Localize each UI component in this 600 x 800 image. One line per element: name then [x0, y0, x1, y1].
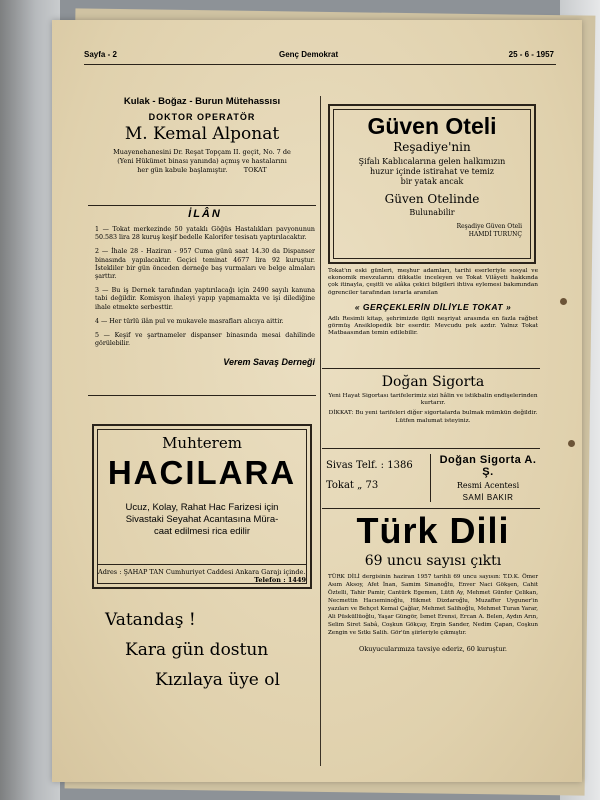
hajj-address: Adres : ŞAHAP TAN Cumhuriyet Caddesi Ankara Garajı içinde. Telefon : 1449 [98, 564, 306, 584]
phone-sivas: Sivas Telf. : 1386 [326, 460, 413, 471]
hotel-title: Güven Oteli [367, 113, 497, 139]
turk-dili-advert [328, 510, 538, 653]
hajj-description: Ucuz, Kolay, Rahat Hac Farizesi için Sivastaki Seyahat Acantasına Müra- caat edilmesi rica edilir [125, 502, 279, 537]
divider [322, 368, 540, 369]
advert-inner-frame [333, 109, 531, 259]
hotel-subtitle: Reşadiye'nin [393, 140, 471, 154]
tokat-book-advert [328, 268, 538, 337]
insurance-agency: Doğan Sigorta A. Ş. Resmi Acentesi SAMİ BAKIR [439, 454, 537, 502]
magazine-price: Okuyucularımıza tavsiye ederiz, 60 kuruştur. [359, 645, 507, 653]
table-background-left [0, 0, 60, 800]
column-rule [320, 96, 321, 766]
book-intro: Tokat'ın eski günleri, meşhur adamları, tarihi eserleriyle sosyal ve ekonomik mevzularını dikkatle inceleyen ve Tokat Vilâyeti hakkında çok itinayla, çeşitli ve alâka çekici bilgileri ihtiva eylemesi bakımından ögrenciler tarafından israrla aranılan [328, 268, 538, 296]
tender-notice [95, 208, 315, 367]
divider [322, 508, 540, 509]
phone-tokat: Tokat „ 73 [326, 480, 379, 491]
divider [88, 395, 316, 396]
hajj-advert [92, 424, 312, 589]
hajj-headline: HACILARA [107, 454, 297, 491]
notice-paragraph: 5 — Keşif ve şartnameler dispanser binasında mesai dahilinde görülebilir. [95, 332, 315, 348]
insurance-contact [324, 452, 540, 504]
magazine-subtitle: 69 uncu sayısı çıktı [364, 553, 502, 569]
binder-hole [560, 298, 567, 305]
slogan-line: Kara gün dostun [125, 640, 269, 660]
notice-signature: Verem Savaş Derneği [223, 357, 315, 368]
divider [430, 454, 431, 502]
notice-paragraph: 3 — Bu iş Dernek tarafından yaptırılacağı için 2490 sayılı kanuna tabi değildir. Komisyon ihaleyi yapıp yapmamakta ve işi dilediğine ihale etmekte serbesttir. [95, 287, 315, 311]
hajj-phone: Telefon : 1449 [254, 576, 306, 584]
issue-date: 25 - 6 - 1957 [508, 50, 554, 59]
newspaper-title: Genç Demokrat [279, 50, 339, 59]
book-title: « GERÇEKLERİN DİLİYLE TOKAT » [354, 301, 512, 312]
notice-paragraph: 1 — Tokat merkezinde 50 yataklı Göğüs Hastalıkları pavyonunun 50.583 lira 28 kuruş keşif bedelle Kalorifer tesisatı yaptırılacaktır. [95, 226, 315, 242]
page-number: Sayfa - 2 [84, 50, 117, 59]
hotel-availability: Bulunabilir [409, 208, 455, 217]
notice-title: İLÂN [188, 208, 222, 220]
insurance-phones [326, 456, 430, 496]
header-rule [84, 64, 556, 65]
insurance-advert [328, 374, 538, 425]
binder-hole [568, 440, 575, 447]
slogan-line: Kızılaya üye ol [155, 670, 280, 690]
doctor-address: Muayenehanesini Dr. Reşat Topçam II. geçit, No. 7 de (Yeni Hükümet binası yanında) açmış ve hastalarını her gün kabule başlamıştır. TOKAT [113, 148, 291, 174]
hotel-signature: Reşadiye Güven Oteli HAMDİ TURUNÇ [456, 223, 522, 238]
insurance-text: Yeni Hayat Sigortası tarifelerimiz sizi hâlin ve istikbalin endişelerinden kurtarır. [328, 393, 538, 407]
book-details: Adlı Resimli kitap, şehrimizde ilgili neşriyat arasında en fazla rağbet görmüş Ansiklopedik bir eserdir. Mevcudu pek azdır. Yalnız Tokat Matbaasından temin edilebilir. [328, 315, 538, 337]
divider [88, 205, 316, 206]
slogan-line: Vatandaş ! [105, 610, 196, 630]
insurance-title: Doğan Sigorta [381, 374, 485, 390]
magazine-title: Türk Dili [356, 510, 510, 551]
notice-paragraph: 4 — Her türlü ilân pul ve mukavele masrafları alıcıya aittir. [95, 317, 284, 325]
hotel-name: Güven Otelinde [384, 192, 480, 206]
notice-paragraph: 2 — İhale 28 - Haziran - 957 Cuma günü saat 14.30 da Dispanser binasında yapılacaktır. Geçici teminat 4677 lira 92 kuruştur. İstekliler bir gün önceden derneğe baş vurmaları ve belge almaları şarttır. [95, 248, 315, 281]
page-header [84, 50, 554, 64]
hotel-description: Şifalı Kablıcalarına gelen halkımızın huzur içinde istirahat ve temiz bir yatak ancak [358, 157, 506, 186]
divider [322, 448, 540, 449]
insurance-notice: DİKKAT: Bu yeni tarifeleri diğer sigortalarda bulmak mümkün değildir. Lütfen malumat isteyiniz. [328, 410, 538, 424]
doctor-advert [88, 96, 316, 175]
hotel-advert [328, 104, 536, 264]
red-crescent-slogan [95, 605, 315, 695]
doctor-name: M. Kemal Alponat [124, 124, 280, 144]
hajj-salutation: Muhterem [162, 434, 242, 452]
magazine-contents: TÜRK DİLİ dergisinin haziran 1957 tarihli 69 uncu sayısın: T.D.K. Ömer Asım Aksoy, Afet İnan, Samim Sinanoğlu, Enver Naci Gökşen, Cahit Öztelli, Tahir Pamir, Cantürk Egemen, Lütfi Ay, Mehmet Günfer Çelikan, Necmettin Hacıeminoğlu, Hikmet Dizdaroğlu, Muzaffer Uyguner'in yazıları ve Behçet Kemal Çağlar, Mehmet Salihoğlu, Mehmet Turan Yarar, Ali Püsküllüoğlu, Yaşar Güngör, İsmet Erensi, Ercan A. Belen, Aydın Arın, Selim Siret Sabâ, Coşkun Gökçay, Ergin Sander, Nedim Çapan, Coşkun Zengin ve Sıtkı Salih. Gör'ün şiirleriyle çıkmıştır. [328, 574, 538, 636]
doctor-specialty: Kulak - Boğaz - Burun Mütehassısı [123, 96, 281, 107]
advert-inner-frame [97, 429, 307, 584]
doctor-title: DOKTOR OPERATÖR [148, 112, 256, 122]
